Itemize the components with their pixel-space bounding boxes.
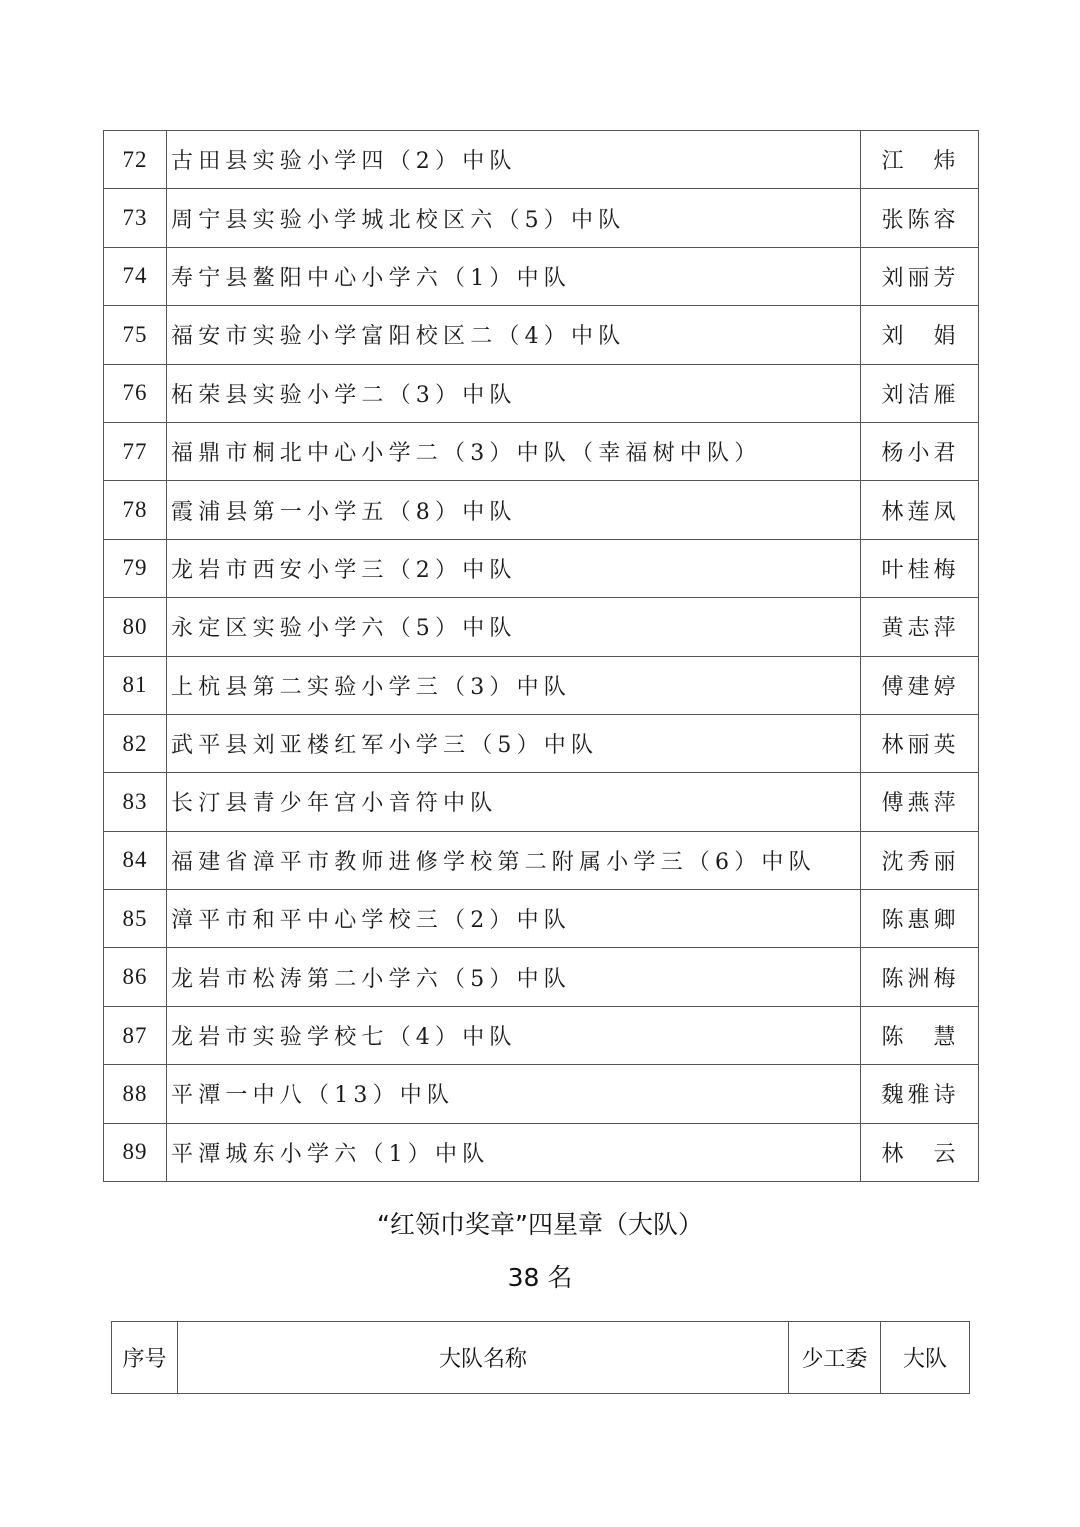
header-brigade: 大队: [881, 1322, 970, 1394]
table-row: [104, 773, 979, 831]
row-number: 89: [104, 1123, 167, 1181]
table-row: [104, 306, 979, 364]
row-number: 82: [104, 714, 167, 772]
squadron-name: 龙岩市松涛第二小学六（5）中队: [167, 948, 861, 1006]
row-number: 78: [104, 481, 167, 539]
row-number: 79: [104, 539, 167, 597]
counselor-cell: [861, 656, 979, 714]
counselor-name: 陈洲梅: [881, 966, 958, 992]
row-number: 88: [104, 1065, 167, 1123]
section-count: 38 名: [507, 1263, 573, 1292]
counselor-name: 江 炜: [881, 149, 958, 175]
counselor-cell: [861, 131, 979, 189]
table-row: [104, 1065, 979, 1123]
brigade-award-table: [111, 1321, 970, 1394]
squadron-name: 福安市实验小学富阳校区二（4）中队: [167, 306, 861, 364]
counselor-cell: [861, 247, 979, 305]
table-row: [104, 656, 979, 714]
table-row: [104, 481, 979, 539]
counselor-cell: [861, 1006, 979, 1064]
squadron-name: 古田县实验小学四（2）中队: [167, 131, 861, 189]
counselor-name: 张陈容: [881, 207, 958, 233]
row-number: 77: [104, 422, 167, 480]
counselor-cell: [861, 890, 979, 948]
squadron-name: 周宁县实验小学城北校区六（5）中队: [167, 189, 861, 247]
squadron-name: 平潭城东小学六（1）中队: [167, 1123, 861, 1181]
table-row: [104, 890, 979, 948]
counselor-name: 刘洁雁: [881, 382, 958, 408]
table-row: [104, 131, 979, 189]
squadron-name: 漳平市和平中心学校三（2）中队: [167, 890, 861, 948]
table-row: [104, 1123, 979, 1181]
counselor-cell: [861, 773, 979, 831]
row-number: 87: [104, 1006, 167, 1064]
squadron-award-table: [103, 130, 979, 1182]
table-row: [104, 422, 979, 480]
table-row: [104, 539, 979, 597]
squadron-name: 龙岩市西安小学三（2）中队: [167, 539, 861, 597]
squadron-name: 寿宁县鳌阳中心小学六（1）中队: [167, 247, 861, 305]
counselor-name: 林 云: [881, 1141, 958, 1167]
row-number: 72: [104, 131, 167, 189]
squadron-name: 霞浦县第一小学五（8）中队: [167, 481, 861, 539]
counselor-name: 陈 慧: [881, 1025, 958, 1051]
squadron-table-body: [104, 131, 979, 1182]
counselor-name: 刘 娟: [881, 324, 958, 350]
counselor-cell: [861, 1123, 979, 1181]
counselor-cell: [861, 189, 979, 247]
row-number: 85: [104, 890, 167, 948]
counselor-name: 魏雅诗: [881, 1083, 958, 1109]
counselor-cell: [861, 598, 979, 656]
row-number: 73: [104, 189, 167, 247]
squadron-name: 龙岩市实验学校七（4）中队: [167, 1006, 861, 1064]
counselor-name: 林莲凤: [881, 499, 958, 525]
counselor-cell: [861, 306, 979, 364]
counselor-name: 叶桂梅: [881, 557, 958, 583]
counselor-cell: [861, 948, 979, 1006]
row-number: 80: [104, 598, 167, 656]
counselor-cell: [861, 364, 979, 422]
counselor-name: 林丽英: [881, 733, 958, 759]
table-row: [104, 714, 979, 772]
squadron-name: 平潭一中八（13）中队: [167, 1065, 861, 1123]
counselor-cell: [861, 422, 979, 480]
counselor-cell: [861, 1065, 979, 1123]
counselor-name: 陈惠卿: [881, 908, 958, 934]
table-row: [104, 1006, 979, 1064]
squadron-name: 永定区实验小学六（5）中队: [167, 598, 861, 656]
counselor-cell: [861, 714, 979, 772]
row-number: 76: [104, 364, 167, 422]
row-number: 86: [104, 948, 167, 1006]
table-row: [104, 598, 979, 656]
counselor-name: 刘丽芳: [881, 265, 958, 291]
header-young-pioneer-committee: 少工委: [789, 1322, 881, 1394]
table-row: [104, 189, 979, 247]
squadron-name: 柘荣县实验小学二（3）中队: [167, 364, 861, 422]
header-brigade-name: 大队名称: [178, 1322, 789, 1394]
table-row: [104, 948, 979, 1006]
counselor-name: 黄志萍: [881, 616, 958, 642]
counselor-cell: [861, 539, 979, 597]
table-row: [104, 247, 979, 305]
squadron-name: 福鼎市桐北中心小学二（3）中队（幸福树中队）: [167, 422, 861, 480]
squadron-name: 武平县刘亚楼红军小学三（5）中队: [167, 714, 861, 772]
squadron-name: 长汀县青少年宫小音符中队: [167, 773, 861, 831]
counselor-cell: [861, 481, 979, 539]
table-row: [104, 831, 979, 889]
table-row: [104, 364, 979, 422]
header-serial-number: 序号: [112, 1322, 178, 1394]
row-number: 74: [104, 247, 167, 305]
row-number: 75: [104, 306, 167, 364]
squadron-name: 福建省漳平市教师进修学校第二附属小学三（6）中队: [167, 831, 861, 889]
row-number: 81: [104, 656, 167, 714]
section-title: “红领巾奖章”四星章（大队）: [377, 1210, 703, 1239]
row-number: 84: [104, 831, 167, 889]
counselor-cell: [861, 831, 979, 889]
table-header-row: [112, 1322, 970, 1394]
counselor-name: 沈秀丽: [881, 849, 958, 875]
counselor-name: 傅建婷: [881, 674, 958, 700]
row-number: 83: [104, 773, 167, 831]
squadron-name: 上杭县第二实验小学三（3）中队: [167, 656, 861, 714]
counselor-name: 傅燕萍: [881, 791, 958, 817]
counselor-name: 杨小君: [881, 441, 958, 467]
